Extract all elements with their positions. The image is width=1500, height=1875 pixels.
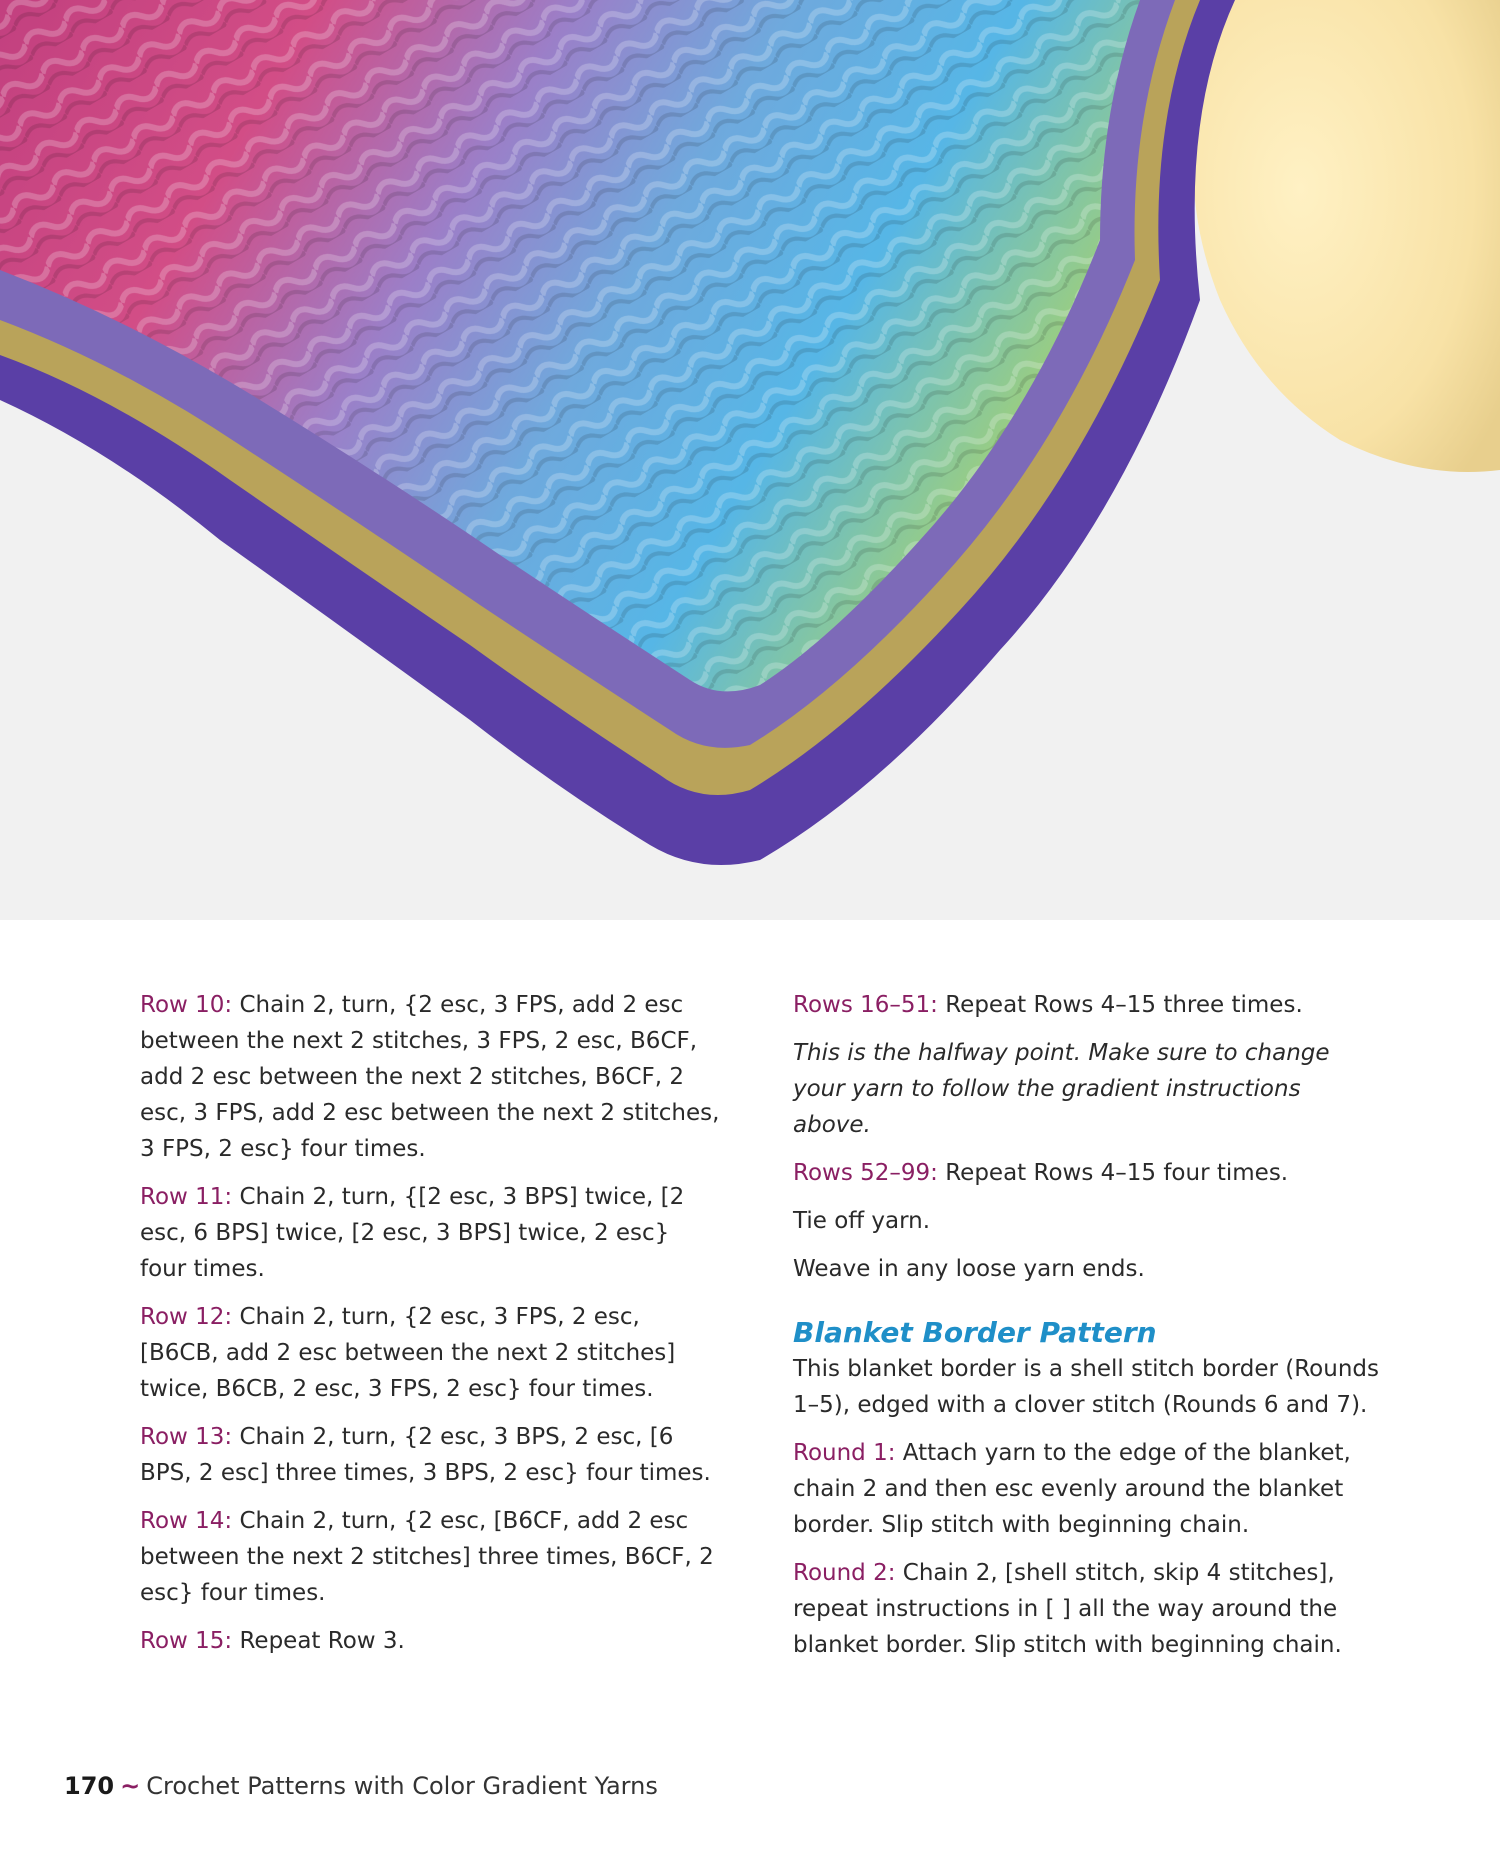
row-12-label: Row 12: [140, 1304, 233, 1330]
round-1-text: Attach yarn to the edge of the blanket, chain 2 and then esc evenly around the blanket border. Slip stitch with beginning chain. [793, 1440, 1351, 1538]
rows-16-51-text: Repeat Rows 4–15 three times. [937, 992, 1303, 1018]
row-15-label: Row 15: [140, 1628, 233, 1654]
row-11-label: Row 11: [140, 1184, 233, 1210]
page-footer [64, 1770, 658, 1802]
row-13-text: Chain 2, turn, {2 esc, 3 BPS, 2 esc, [6 BPS, 2 esc] three times, 3 BPS, 2 esc} four times. [140, 1424, 711, 1486]
running-title: Crochet Patterns with Color Gradient Yarns [146, 1772, 658, 1800]
row-10-label: Row 10: [140, 992, 233, 1018]
row-14-label: Row 14: [140, 1508, 233, 1534]
left-column [140, 987, 720, 1671]
right-column [793, 987, 1379, 1675]
row-15-text: Repeat Row 3. [232, 1628, 405, 1654]
tie-off-text: Tie off yarn. [793, 1208, 931, 1234]
row-12-instruction [140, 1299, 720, 1407]
rows-52-99-text: Repeat Rows 4–15 four times. [937, 1160, 1289, 1186]
rows-16-51-instruction [793, 987, 1379, 1023]
row-14-text: Chain 2, turn, {2 esc, [B6CF, add 2 esc between the next 2 stitches] three times, B6CF, 2 esc} four times. [140, 1508, 714, 1606]
page-number: 170 [64, 1772, 115, 1800]
row-15-instruction [140, 1623, 720, 1659]
weave-in-text: Weave in any loose yarn ends. [793, 1256, 1145, 1282]
round-1-label: Round 1: [793, 1440, 896, 1466]
row-11-text: Chain 2, turn, {[2 esc, 3 BPS] twice, [2 esc, 6 BPS] twice, [2 esc, 3 BPS] twice, 2 esc} four times. [140, 1184, 685, 1282]
row-11-instruction [140, 1179, 720, 1287]
round-1-instruction [793, 1435, 1379, 1543]
round-2-text: Chain 2, [shell stitch, skip 4 stitches], repeat instructions in [ ] all the way around the blanket border. Slip stitch with beginning chain. [793, 1560, 1342, 1658]
round-2-instruction [793, 1555, 1379, 1663]
round-2-label: Round 2: [793, 1560, 896, 1586]
border-intro: This blanket border is a shell stitch border (Rounds 1–5), edged with a clover stitch (Rounds 6 and 7). [793, 1356, 1379, 1418]
rows-16-51-label: Rows 16–51: [793, 992, 938, 1018]
rows-52-99-label: Rows 52–99: [793, 1160, 938, 1186]
blanket-photo [0, 0, 1500, 920]
row-10-instruction [140, 987, 720, 1167]
row-10-text: Chain 2, turn, {2 esc, 3 FPS, add 2 esc between the next 2 stitches, 3 FPS, 2 esc, B6CF, add 2 esc between the next 2 stitches, B6CF, 2 esc, 3 FPS, add 2 esc between the next 2 stitches, 3 FPS, 2 esc} four times. [140, 992, 720, 1162]
halfway-note: This is the halfway point. Make sure to change your yarn to follow the gradient instructions above. [793, 1040, 1330, 1138]
row-12-text: Chain 2, turn, {2 esc, 3 FPS, 2 esc, [B6CB, add 2 esc between the next 2 stitches] twice, B6CB, 2 esc, 3 FPS, 2 esc} four times. [140, 1304, 676, 1402]
border-heading: Blanket Border Pattern [793, 1316, 1157, 1349]
footer-separator: ~ [120, 1772, 141, 1800]
row-13-label: Row 13: [140, 1424, 233, 1450]
row-14-instruction [140, 1503, 720, 1611]
row-13-instruction [140, 1419, 720, 1491]
rows-52-99-instruction [793, 1155, 1379, 1191]
